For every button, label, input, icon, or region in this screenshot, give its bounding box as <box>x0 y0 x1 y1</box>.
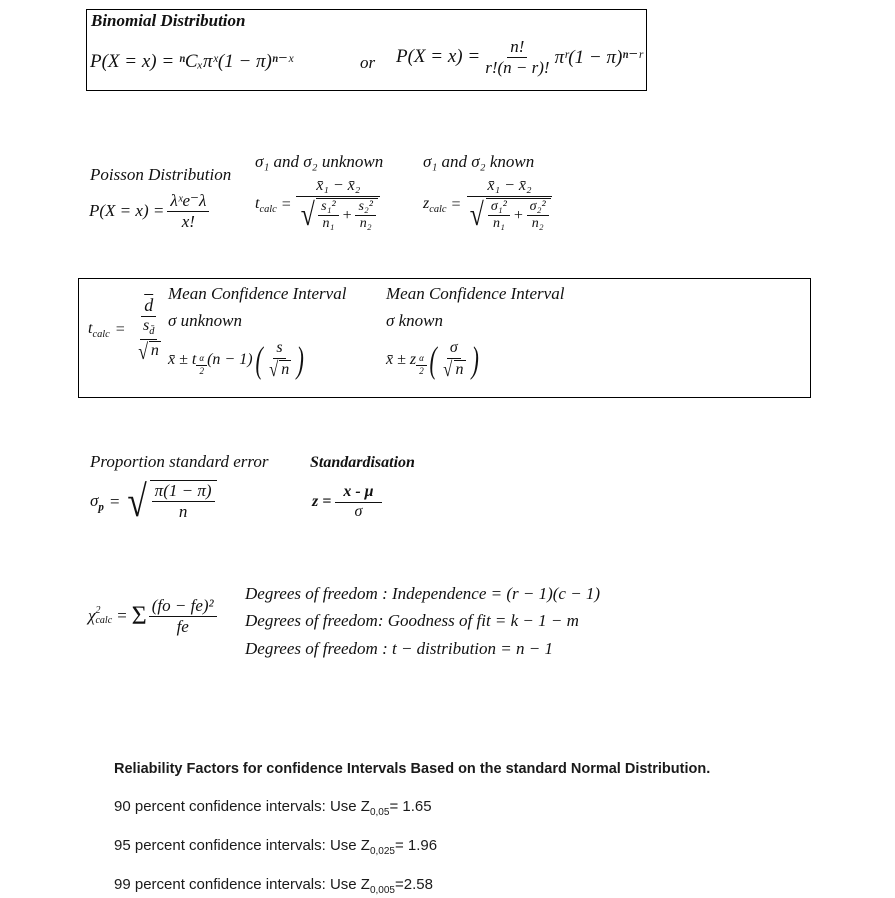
alpha-num-2: α <box>416 354 427 365</box>
proportion-lhs: $\sigma_p$ <box>90 490 104 514</box>
z-calc-num: x̄₁ − x̄₂ <box>467 178 551 197</box>
dof-t-distribution: Degrees of freedom : t − distribution = n − 1 <box>245 639 553 658</box>
t-term-1-den: n₁ <box>322 216 335 232</box>
z-calc-lhs: $z_{calc}$ <box>423 194 447 216</box>
chi-square-num: (fo − fe)² <box>149 597 217 617</box>
reliability-row: 99 percent confidence intervals: Use $Z_{0,005}=2.58$ <box>114 876 433 896</box>
poisson-den: x! <box>181 211 195 231</box>
proportion-formula: $\sigma_p$ = √ $\frac{\pi(1 - \pi)}{n}$ <box>90 480 217 524</box>
poisson-num: λˣe⁻λ <box>167 192 209 212</box>
paired-t-formula: $t_{calc}$ = $\overline{d}$ $s_{d̄}$ √ n <box>88 295 159 364</box>
standardisation-label: Standardisation <box>310 454 415 471</box>
binomial-formula-2 <box>396 38 643 77</box>
chi-square-den: fe <box>176 616 189 636</box>
ci-known-prefix: x̄ ± z <box>386 351 417 369</box>
ci-label-known-2: σ known <box>386 311 444 330</box>
binomial-formula-1: P(X = x) = ⁿCₓπˣ(1 − π)ⁿ⁻ˣ <box>90 51 294 72</box>
z-term-1-den: n₁ <box>492 216 505 232</box>
paired-d-bar: $\overline{d}$ <box>141 296 156 317</box>
poisson-title: Poisson Distribution <box>90 165 232 184</box>
chi-square-sum: Σ <box>131 601 147 631</box>
t-calc-num: x̄₁ − x̄₂ <box>296 178 380 197</box>
ci-unknown-prefix: x̄ ± t <box>168 351 197 369</box>
alpha-num-1: α <box>196 354 207 365</box>
chi-square-lhs: χ 2 calc <box>88 605 113 627</box>
ci-label-unknown-2: σ unknown <box>168 311 243 330</box>
ci-known-sigma: σ <box>447 340 461 359</box>
t-term-2-den: n₂ <box>359 216 372 232</box>
ci-formula-known: x̄ ± z $\frac{\alpha}{2}$ ( σ √ n ) <box>386 338 479 381</box>
dof-goodness-of-fit: Degrees of freedom: Goodness of fit = k − 1 − m <box>245 611 579 630</box>
binomial-formula-2-tail: πʳ(1 − π)ⁿ⁻ʳ <box>554 46 643 68</box>
paired-t-lhs: $t_{calc}$ <box>88 319 110 340</box>
proportion-den: n <box>178 501 188 521</box>
binomial-formula-2-num: n! <box>507 38 527 58</box>
binomial-or: or <box>360 53 376 72</box>
t-term-1: s₁² <box>318 200 339 217</box>
z-term-1: σ₁² <box>488 200 510 217</box>
z-term-2-den: n₂ <box>531 216 544 232</box>
ci-label-known-1: Mean Confidence Interval <box>386 284 565 303</box>
t-term-2: s₂² <box>355 200 376 217</box>
binomial-formula-2-lhs: P(X = x) = <box>396 46 481 68</box>
reliability-row: 95 percent confidence intervals: Use $Z_{0,025}= 1.96$ <box>114 837 438 857</box>
paired-sqrt-n: n <box>149 341 161 363</box>
alpha-den-1: 2 <box>199 365 204 376</box>
binomial-formula-2-den: r!(n − r)! <box>485 57 550 77</box>
binomial-title: Binomial Distribution <box>91 11 246 30</box>
standardisation-lhs: z = <box>312 493 332 511</box>
ci-unknown-s: s <box>273 340 285 359</box>
two-sample-header-known: σ₁ and σ₂ known <box>423 152 535 171</box>
alpha-den-2: 2 <box>419 365 424 376</box>
reliability-title: Reliability Factors for confidence Intervals Based on the standard Normal Distribution. <box>114 761 711 777</box>
two-sample-header-unknown: σ₁ and σ₂ unknown <box>255 152 384 171</box>
ci-unknown-dof: (n − 1) <box>207 351 253 369</box>
z-term-2: σ₂² <box>527 200 549 217</box>
poisson-lhs: P(X = x) = <box>89 201 165 221</box>
paired-s-d: $s_{d̄}$ <box>140 318 157 340</box>
standardisation-num: x - μ <box>335 484 381 503</box>
t-calc-formula: $t_{calc}$ = x̄₁ − x̄₂ √ $\frac{\text{s₁²}}{\text{n₁}}$ + $\frac{\text{s₂²}}{\text{n₂}}$ <box>255 178 381 232</box>
poisson-formula <box>89 192 209 231</box>
ci-formula-unknown: x̄ ± t $\frac{\alpha}{2}$ (n − 1) ( s √ n ) <box>168 338 305 381</box>
proportion-label: Proportion standard error <box>90 452 269 471</box>
standardisation-den: σ <box>354 502 363 520</box>
standardisation-formula <box>312 484 382 521</box>
dof-independence: Degrees of freedom : Independence = (r − 1)(c − 1) <box>245 584 601 603</box>
ci-label-unknown-1: Mean Confidence Interval <box>168 284 347 303</box>
reliability-row: 90 percent confidence intervals: Use $Z_{0,05}= 1.65$ <box>114 798 432 818</box>
proportion-num: π(1 − π) <box>152 482 215 502</box>
chi-square-formula: χ 2 calc = Σ $\frac{\text{(fo − fe)²}}{fe}$ <box>88 597 217 636</box>
z-calc-formula: $z_{calc}$ = x̄₁ − x̄₂ √ $\frac{\text{σ₁²}}{\text{n₁}}$ + $\frac{\text{σ₂²}}{\text{n₂}}$ <box>423 178 554 232</box>
t-calc-lhs: $t_{calc}$ <box>255 194 277 216</box>
